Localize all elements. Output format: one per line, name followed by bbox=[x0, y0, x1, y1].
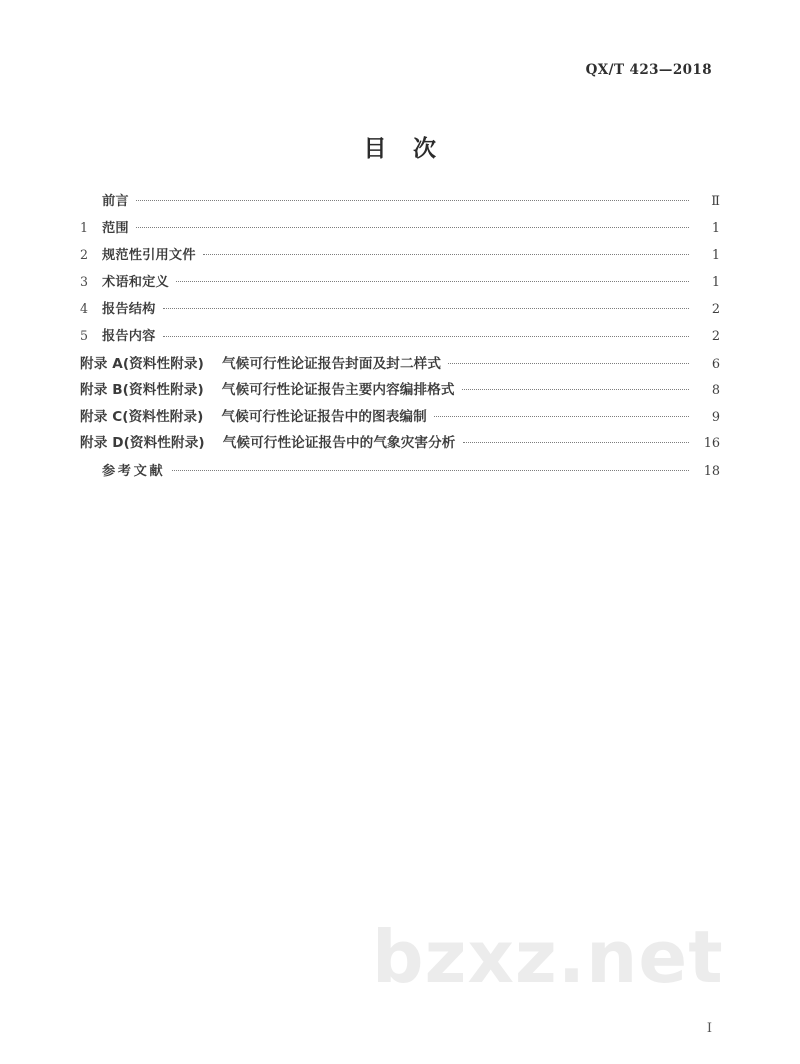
toc-entry[interactable] bbox=[80, 273, 720, 290]
toc-entry[interactable] bbox=[80, 300, 720, 317]
toc-entry-page-number: 16 bbox=[703, 436, 720, 452]
page-title-char-2: 次 bbox=[413, 136, 437, 162]
toc-entry[interactable] bbox=[80, 434, 720, 451]
toc-dot-leader bbox=[203, 246, 689, 259]
toc-dot-leader bbox=[163, 327, 689, 340]
toc-dot-leader bbox=[172, 462, 689, 475]
toc-entry-page-number: 6 bbox=[711, 357, 720, 373]
toc-entry-number: 5 bbox=[80, 328, 89, 344]
toc-entry-appendix-title: 气候可行性论证报告封面及封二样式 bbox=[221, 356, 442, 373]
toc-entry-page-number: 8 bbox=[711, 383, 720, 399]
toc-dot-leader bbox=[176, 273, 689, 286]
toc-dot-leader bbox=[434, 407, 689, 421]
toc-dot-leader bbox=[163, 300, 689, 313]
toc-entry-number: 3 bbox=[80, 274, 89, 290]
toc-entry-label: 附录 C(资料性附录) bbox=[80, 408, 204, 425]
watermark: bzxz.net bbox=[372, 915, 724, 999]
toc-entry-appendix-title: 气候可行性论证报告主要内容编排格式 bbox=[221, 382, 455, 399]
toc-entry-number: 2 bbox=[80, 246, 89, 262]
toc-entry[interactable] bbox=[80, 192, 720, 209]
toc-dot-leader bbox=[136, 219, 689, 232]
toc-entry[interactable] bbox=[80, 354, 720, 371]
toc-entry-page-number: 1 bbox=[711, 247, 720, 263]
toc-entry-label: 参考文献 bbox=[102, 464, 166, 480]
toc-dot-leader bbox=[463, 434, 690, 448]
page-title-char-1: 目 bbox=[363, 136, 387, 162]
toc-entry-label: 报告结构 bbox=[102, 302, 156, 318]
toc-entry-appendix-title: 气候可行性论证报告中的图表编制 bbox=[221, 408, 427, 425]
toc-entry[interactable] bbox=[80, 462, 720, 479]
toc-dot-leader bbox=[448, 354, 689, 368]
toc-entry[interactable] bbox=[80, 246, 720, 263]
toc-entry-page-number: Ⅱ bbox=[711, 194, 720, 210]
toc-entry-label: 术语和定义 bbox=[102, 275, 169, 291]
toc-dot-leader bbox=[462, 381, 689, 395]
toc-entry-number: 4 bbox=[80, 301, 89, 317]
toc-entry-page-number: 2 bbox=[711, 329, 720, 345]
page-title bbox=[0, 130, 800, 163]
toc-entry-label: 范围 bbox=[102, 220, 129, 236]
footer-page-number: Ⅰ bbox=[706, 1021, 712, 1036]
toc-entry[interactable] bbox=[80, 381, 720, 398]
toc-entry-number: 1 bbox=[80, 219, 89, 235]
toc-entry-page-number: 2 bbox=[711, 302, 720, 318]
toc-entry-label: 前言 bbox=[102, 194, 129, 210]
running-header-standard-number: QX/T 423—2018 bbox=[585, 62, 712, 78]
toc-entry-page-number: 18 bbox=[703, 464, 720, 480]
toc-entry-label: 附录 B(资料性附录) bbox=[80, 382, 204, 399]
toc-entry-page-number: 1 bbox=[711, 220, 720, 236]
toc-entry-label: 附录 D(资料性附录) bbox=[80, 435, 205, 452]
toc-entry-label: 报告内容 bbox=[102, 329, 156, 345]
toc-entry-appendix-title: 气候可行性论证报告中的气象灾害分析 bbox=[222, 435, 456, 452]
toc-entry[interactable] bbox=[80, 327, 720, 344]
toc-entry-label: 规范性引用文件 bbox=[102, 247, 196, 263]
toc-entry-label: 附录 A(资料性附录) bbox=[80, 356, 204, 373]
toc-entry[interactable] bbox=[80, 219, 720, 236]
toc-entry-page-number: 9 bbox=[711, 409, 720, 425]
toc-dot-leader bbox=[136, 192, 689, 205]
toc-entry[interactable] bbox=[80, 407, 720, 424]
table-of-contents bbox=[80, 192, 720, 489]
toc-entry-page-number: 1 bbox=[711, 275, 720, 291]
